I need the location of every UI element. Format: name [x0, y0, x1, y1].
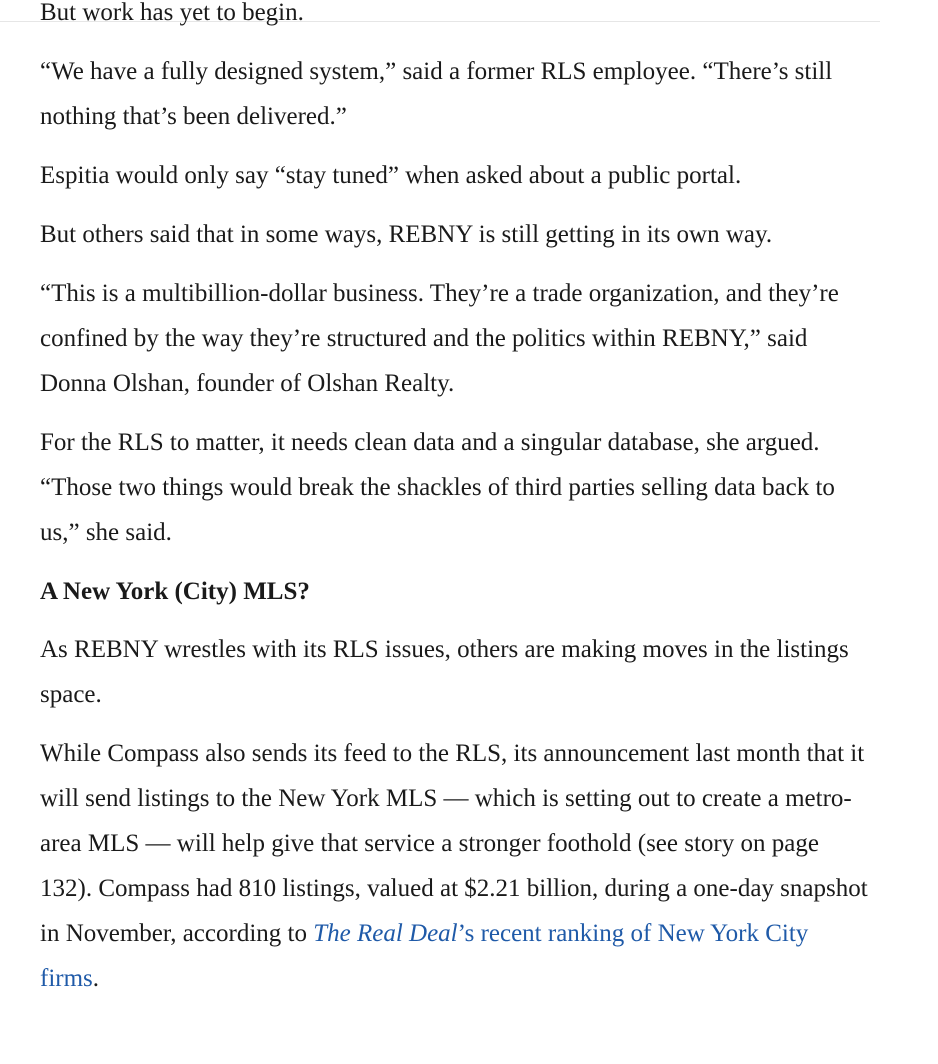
paragraph: “This is a multibillion-dollar business. They’re a trade organization, and they’re confined by the way they’re structured and the politics within REBNY,” said Donna Olshan, founder of Olshan Realty. [40, 280, 839, 397]
link-text: ’s recent ranking of New York City firms [40, 920, 809, 992]
paragraph-text: While Compass also sends its feed to the RLS, its announcement last month that it will send listings to the New York MLS — which is setting out to create a metro-area MLS — will help give that service a stronger foothold (see story on page 132). Compass had 810 listings, valued at $2.21 billion, during a one-day snapshot in November, according to [40, 740, 868, 947]
paragraph: As REBNY wrestles with its RLS issues, others are making moves in the listings space. [40, 636, 849, 708]
paragraph: Espitia would only say “stay tuned” when asked about a public portal. [40, 162, 742, 189]
paragraph [40, 731, 870, 1001]
paragraph: But others said that in some ways, REBNY is still getting in its own way. [40, 221, 773, 248]
paragraph: “We have a fully designed system,” said a former RLS employee. “There’s still nothing that’s been delivered.” [40, 58, 833, 130]
article-body [40, 0, 870, 1015]
paragraph-end: . [92, 965, 100, 992]
paragraph: For the RLS to matter, it needs clean data and a singular database, she argued. “Those two things would break the shackles of third parties selling data back to us,” she said. [40, 429, 835, 546]
paragraph: But work has yet to begin. [40, 0, 304, 26]
publication-name: The Real Deal [313, 920, 458, 947]
section-heading: A New York (City) MLS? [40, 578, 310, 605]
